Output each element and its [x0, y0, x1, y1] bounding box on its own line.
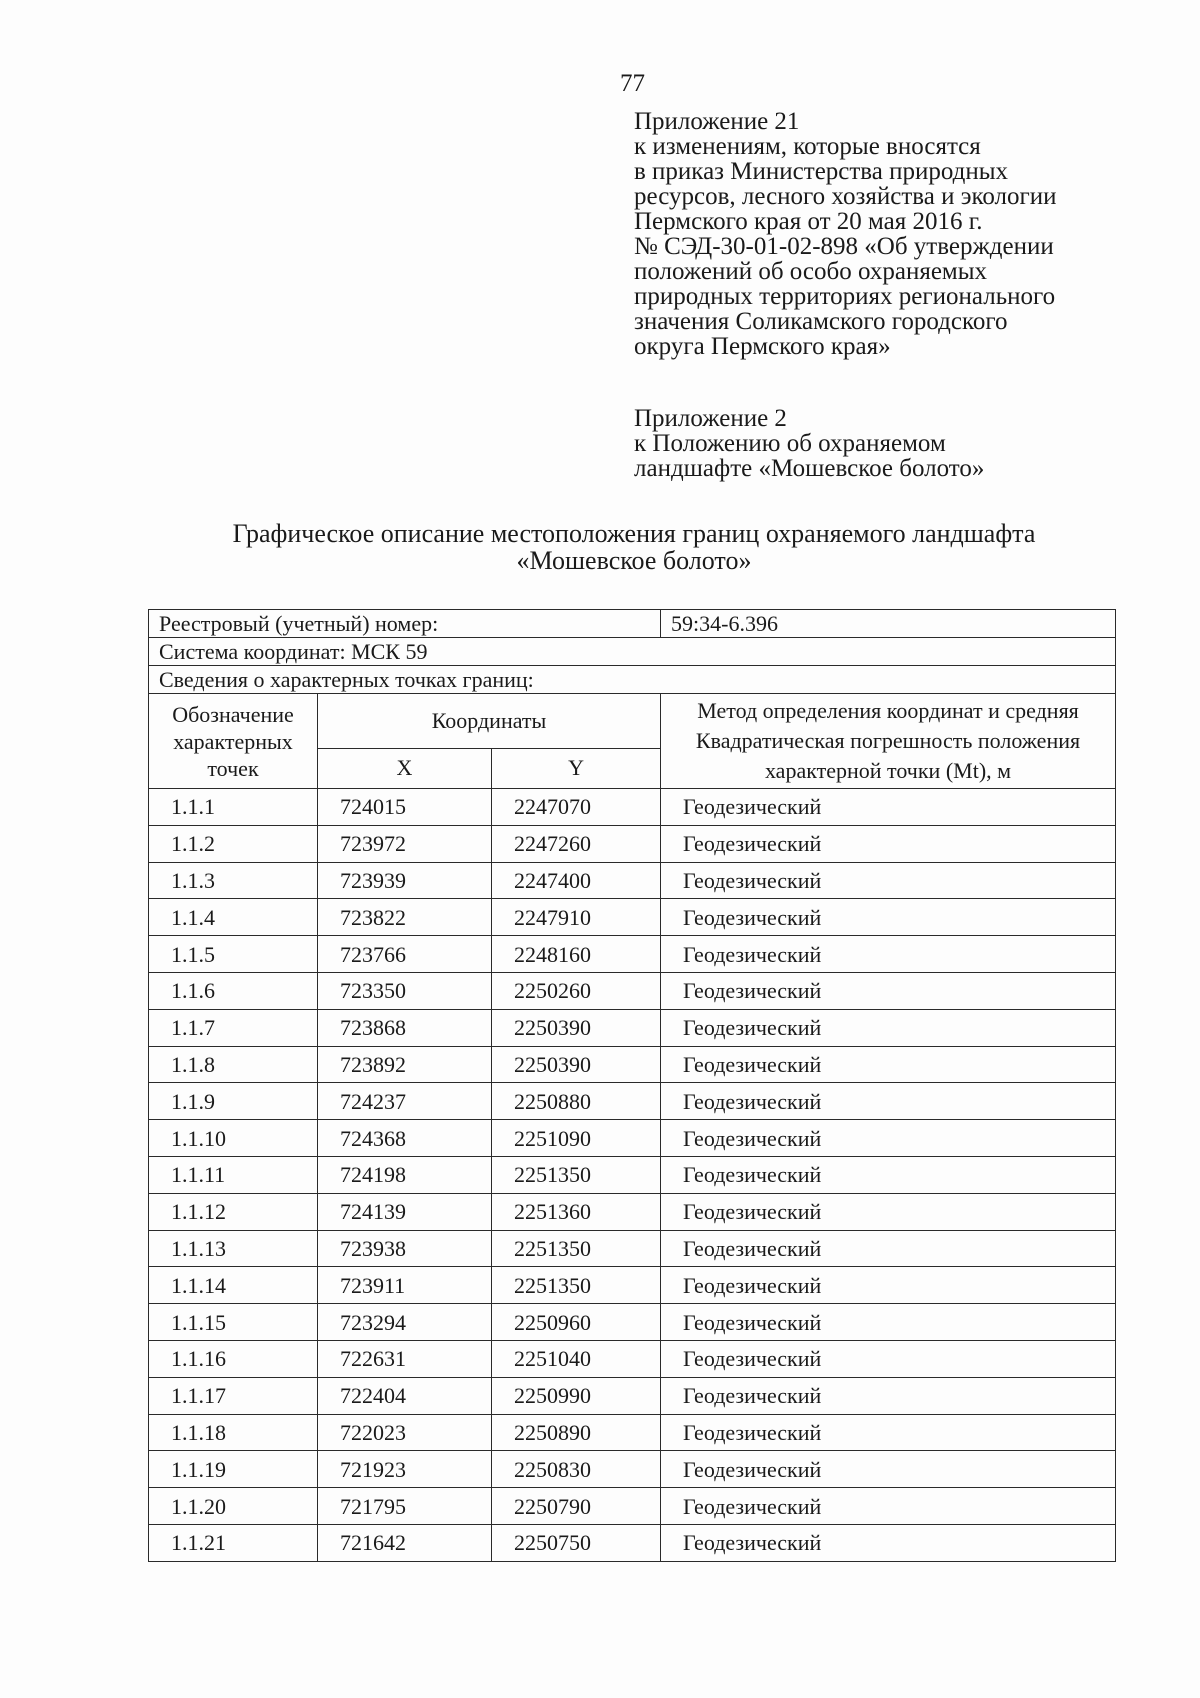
method: Геодезический	[661, 1156, 1116, 1193]
table-row	[149, 1120, 1116, 1157]
point-id: 1.1.4	[149, 899, 318, 936]
coord-y: 2247070	[492, 789, 661, 826]
document-title	[148, 520, 1120, 574]
boundary-points-table	[148, 609, 1116, 1562]
header-y: Y	[492, 748, 661, 788]
method: Геодезический	[661, 1009, 1116, 1046]
coord-x: 723938	[318, 1230, 492, 1267]
coord-x: 723972	[318, 825, 492, 862]
point-id: 1.1.19	[149, 1451, 318, 1488]
coord-x: 723911	[318, 1267, 492, 1304]
appendix-2-header	[634, 406, 984, 481]
method: Геодезический	[661, 789, 1116, 826]
coord-x: 723294	[318, 1304, 492, 1341]
table-row	[149, 825, 1116, 862]
appendix-21-line: в приказ Министерства природных	[634, 158, 1009, 185]
coord-x: 723766	[318, 936, 492, 973]
appendix-21-line: Пермского края от 20 мая 2016 г.	[634, 208, 983, 235]
coord-y: 2251360	[492, 1193, 661, 1230]
coord-y: 2251090	[492, 1120, 661, 1157]
method: Геодезический	[661, 1120, 1116, 1157]
header-method: Метод определения координат и средняя Квадратическая погрешность положения характерной точки (Mt), м	[661, 694, 1116, 789]
method: Геодезический	[661, 899, 1116, 936]
coord-y: 2250750	[492, 1524, 661, 1561]
point-id: 1.1.20	[149, 1488, 318, 1525]
table-row	[149, 936, 1116, 973]
point-id: 1.1.10	[149, 1120, 318, 1157]
point-id: 1.1.16	[149, 1340, 318, 1377]
coord-y: 2247910	[492, 899, 661, 936]
appendix-2-line: Приложение 2	[634, 405, 787, 432]
method: Геодезический	[661, 1414, 1116, 1451]
point-id: 1.1.13	[149, 1230, 318, 1267]
coord-system: Система координат: МСК 59	[149, 638, 1116, 666]
table-row	[149, 789, 1116, 826]
coord-y: 2250390	[492, 1009, 661, 1046]
method: Геодезический	[661, 1083, 1116, 1120]
appendix-21-line: природных территориях регионального	[634, 283, 1056, 310]
appendix-2-line: к Положению об охраняемом	[634, 430, 946, 457]
point-id: 1.1.1	[149, 789, 318, 826]
method: Геодезический	[661, 1230, 1116, 1267]
method: Геодезический	[661, 1267, 1116, 1304]
appendix-21-line: к изменениям, которые вносятся	[634, 133, 981, 160]
point-id: 1.1.8	[149, 1046, 318, 1083]
point-id: 1.1.6	[149, 972, 318, 1009]
table-row	[149, 1009, 1116, 1046]
table-row	[149, 1267, 1116, 1304]
header-x: X	[318, 748, 492, 788]
method: Геодезический	[661, 1377, 1116, 1414]
coord-x: 723892	[318, 1046, 492, 1083]
coord-x: 723822	[318, 899, 492, 936]
registry-row	[149, 610, 1116, 638]
table-row	[149, 1451, 1116, 1488]
coord-y: 2247400	[492, 862, 661, 899]
table-row	[149, 1083, 1116, 1120]
method: Геодезический	[661, 1451, 1116, 1488]
method: Геодезический	[661, 1488, 1116, 1525]
coord-y: 2251040	[492, 1340, 661, 1377]
table-row	[149, 1377, 1116, 1414]
page-number: 77	[620, 70, 645, 97]
point-id: 1.1.21	[149, 1524, 318, 1561]
point-id: 1.1.15	[149, 1304, 318, 1341]
coord-x: 721642	[318, 1524, 492, 1561]
coord-x: 721923	[318, 1451, 492, 1488]
appendix-21-line: Приложение 21	[634, 108, 800, 135]
coord-y: 2250390	[492, 1046, 661, 1083]
coord-x: 722631	[318, 1340, 492, 1377]
registry-value: 59:34-6.396	[661, 610, 1116, 638]
table-row	[149, 1193, 1116, 1230]
coord-x: 722404	[318, 1377, 492, 1414]
appendix-21-line: округа Пермского края»	[634, 333, 891, 360]
coord-y: 2250790	[492, 1488, 661, 1525]
table-row	[149, 972, 1116, 1009]
coord-y: 2250890	[492, 1414, 661, 1451]
method: Геодезический	[661, 972, 1116, 1009]
method: Геодезический	[661, 1193, 1116, 1230]
point-id: 1.1.2	[149, 825, 318, 862]
header-point-label: Обозначение характерных точек	[149, 694, 318, 789]
method: Геодезический	[661, 1340, 1116, 1377]
coord-y: 2250990	[492, 1377, 661, 1414]
point-id: 1.1.5	[149, 936, 318, 973]
coord-x: 724198	[318, 1156, 492, 1193]
coord-x: 724139	[318, 1193, 492, 1230]
table-row	[149, 862, 1116, 899]
coord-x: 722023	[318, 1414, 492, 1451]
points-caption-row	[149, 666, 1116, 694]
coord-y: 2250830	[492, 1451, 661, 1488]
method: Геодезический	[661, 1304, 1116, 1341]
coord-system-row	[149, 638, 1116, 666]
table-row	[149, 1156, 1116, 1193]
table-row	[149, 1524, 1116, 1561]
coord-x: 721795	[318, 1488, 492, 1525]
table-row	[149, 1340, 1116, 1377]
appendix-21-line: значения Соликамского городского	[634, 308, 1008, 335]
appendix-21-line: положений об особо охраняемых	[634, 258, 988, 285]
point-id: 1.1.11	[149, 1156, 318, 1193]
coord-x: 723350	[318, 972, 492, 1009]
points-caption: Сведения о характерных точках границ:	[149, 666, 1116, 694]
coord-y: 2247260	[492, 825, 661, 862]
table-row	[149, 1488, 1116, 1525]
coord-y: 2248160	[492, 936, 661, 973]
coord-y: 2250260	[492, 972, 661, 1009]
table-header-row	[149, 694, 1116, 749]
coord-y: 2251350	[492, 1267, 661, 1304]
coord-y: 2250960	[492, 1304, 661, 1341]
table-row	[149, 1414, 1116, 1451]
point-id: 1.1.14	[149, 1267, 318, 1304]
title-line: «Мошевское болото»	[516, 546, 752, 575]
point-id: 1.1.9	[149, 1083, 318, 1120]
coord-x: 724368	[318, 1120, 492, 1157]
coord-y: 2251350	[492, 1156, 661, 1193]
point-id: 1.1.18	[149, 1414, 318, 1451]
point-id: 1.1.7	[149, 1009, 318, 1046]
coord-x: 724015	[318, 789, 492, 826]
coord-y: 2250880	[492, 1083, 661, 1120]
table-row	[149, 1230, 1116, 1267]
table-row	[149, 1304, 1116, 1341]
appendix-21-line: № СЭД-30-01-02-898 «Об утверждении	[634, 233, 1054, 260]
method: Геодезический	[661, 825, 1116, 862]
method: Геодезический	[661, 1046, 1116, 1083]
table-row	[149, 899, 1116, 936]
appendix-21-header	[634, 109, 1056, 359]
coord-x: 724237	[318, 1083, 492, 1120]
method: Геодезический	[661, 936, 1116, 973]
point-id: 1.1.3	[149, 862, 318, 899]
point-id: 1.1.12	[149, 1193, 318, 1230]
title-line: Графическое описание местоположения границ охраняемого ландшафта	[232, 519, 1036, 548]
header-coordinates: Координаты	[318, 694, 661, 749]
method: Геодезический	[661, 862, 1116, 899]
coord-y: 2251350	[492, 1230, 661, 1267]
coord-x: 723868	[318, 1009, 492, 1046]
registry-label: Реестровый (учетный) номер:	[149, 610, 661, 638]
appendix-2-line: ландшафте «Мошевское болото»	[634, 455, 985, 482]
table-row	[149, 1046, 1116, 1083]
method: Геодезический	[661, 1524, 1116, 1561]
coord-x: 723939	[318, 862, 492, 899]
appendix-21-line: ресурсов, лесного хозяйства и экологии	[634, 183, 1057, 210]
point-id: 1.1.17	[149, 1377, 318, 1414]
